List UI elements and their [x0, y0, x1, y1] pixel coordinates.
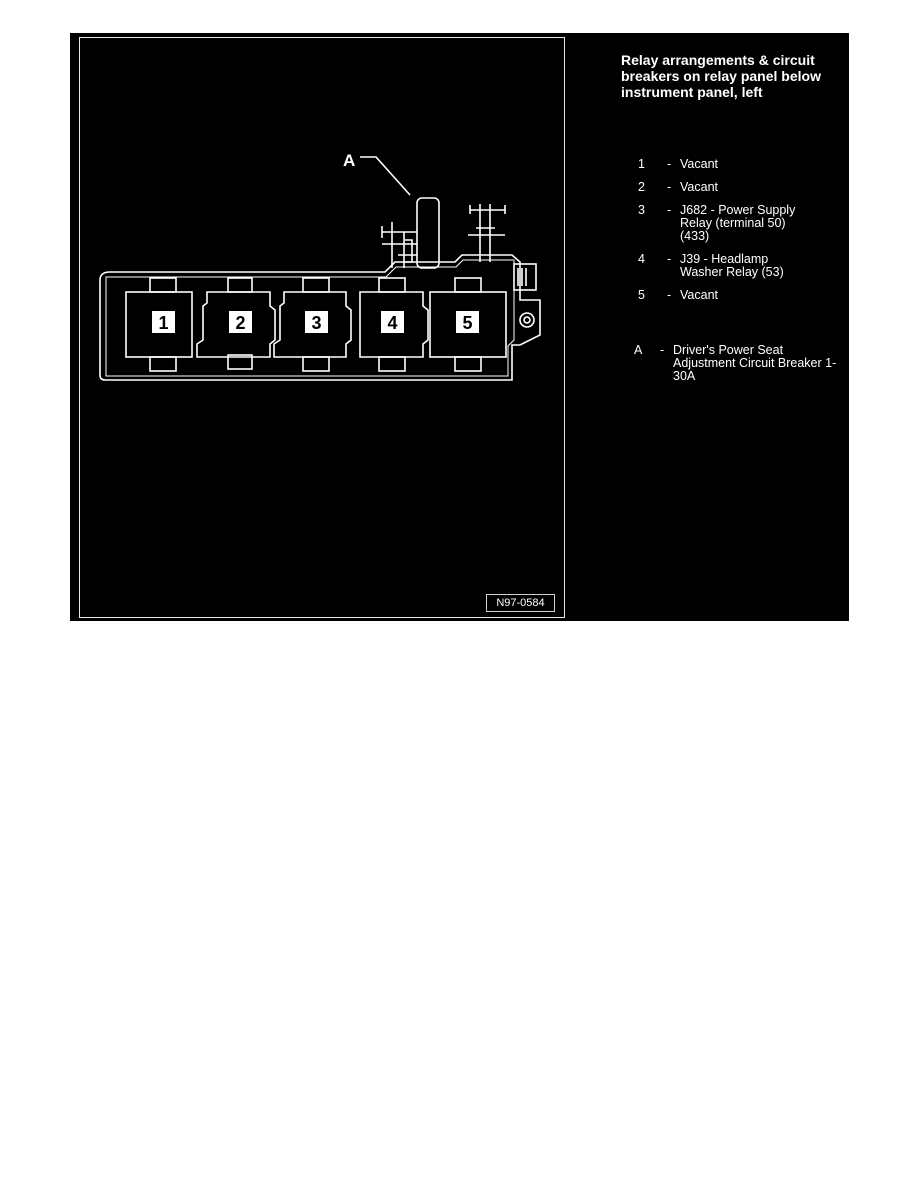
relay-label-4: 4: [387, 313, 398, 333]
legend-key: A: [634, 343, 643, 357]
legend-key: 4: [638, 252, 645, 266]
legend-key: 2: [638, 180, 645, 194]
legend-key: 5: [638, 288, 645, 302]
legend-dash: -: [660, 343, 665, 357]
spare-terminal: [468, 204, 505, 262]
legend-dash: -: [667, 157, 672, 171]
legend: [621, 52, 846, 393]
relay-label-1: 1: [158, 313, 169, 333]
panel-latch: [514, 264, 536, 327]
legend-dash: -: [667, 252, 672, 266]
legend-title: Relay arrangements & circuit breakers on relay panel below instrument panel, left: [621, 52, 821, 100]
legend-text: Driver's Power Seat Adjustment Circuit Breaker 1- 30A: [673, 343, 837, 383]
relay-label-3: 3: [311, 313, 322, 333]
legend-text: J682 - Power Supply Relay (terminal 50) (433): [680, 203, 796, 243]
legend-text: Vacant: [680, 180, 718, 194]
legend-item-1: [621, 158, 846, 171]
callout-leader: [360, 157, 410, 195]
reference-code: N97-0584: [486, 594, 555, 612]
legend-dash: -: [667, 288, 672, 302]
legend-item-4: [621, 253, 846, 279]
legend-item-2: [621, 181, 846, 194]
legend-key: 3: [638, 203, 645, 217]
legend-item-5: [621, 289, 846, 302]
legend-item-a: [621, 344, 846, 383]
legend-text: Vacant: [680, 288, 718, 302]
legend-text: J39 - Headlamp Washer Relay (53): [680, 252, 784, 279]
callout-label-a: A: [343, 151, 356, 170]
legend-dash: -: [667, 203, 672, 217]
circuit-breaker-a: [382, 198, 439, 268]
relay-label-5: 5: [462, 313, 473, 333]
legend-text: Vacant: [680, 157, 718, 171]
legend-dash: -: [667, 180, 672, 194]
legend-key: 1: [638, 157, 645, 171]
relay-label-2: 2: [235, 313, 246, 333]
legend-item-3: [621, 204, 846, 243]
